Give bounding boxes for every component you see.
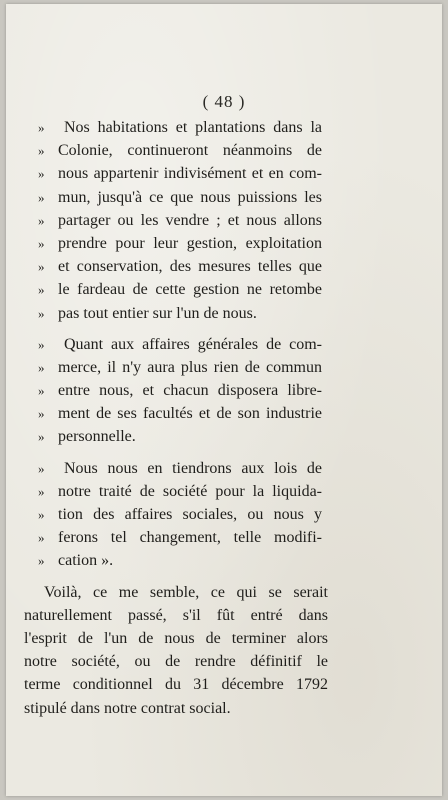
line-text: mun, jusqu'à ce que nous puissions les [58,188,322,206]
text-line [38,209,322,232]
paragraph [38,116,322,325]
line-text: personnelle. [58,428,136,446]
text-line [38,526,322,549]
line-text: pas tout entier sur l'un de nous. [58,304,257,322]
guillemet: » [38,305,45,321]
guillemet: » [38,406,45,422]
paragraph [38,333,322,449]
text-line [38,480,322,503]
paragraph [38,457,322,573]
text-line [24,581,328,604]
book-page [6,4,442,796]
line-text: notre traité de société pour la liquida- [58,482,322,500]
line-text: ment de ses facultés et de son industrie [58,405,322,423]
line-text: ferons tel changement, telle modifi- [58,529,322,547]
line-text: l'esprit de l'un de nous de terminer alors [24,629,328,647]
text-line [38,116,322,139]
line-text: Nous nous en tiendrons aux lois de [64,459,322,477]
text-line [38,425,322,448]
text-line [24,604,328,627]
guillemet: » [38,359,45,375]
line-text: partager ou les vendre ; et nous allons [58,211,322,229]
text-line [38,162,322,185]
line-text: Nos habitations et plantations dans la [64,119,322,136]
guillemet: » [38,166,45,182]
text-line [38,549,322,572]
guillemet: » [38,336,45,352]
text-line [38,232,322,255]
line-text: Voilà, ce me semble, ce qui se serait [44,583,328,601]
line-text: et conservation, des mesures telles que [58,258,322,276]
line-text: naturellement passé, s'il fût entré dans [24,606,328,624]
text-line [38,255,322,278]
text-line [38,333,322,356]
body-text [24,116,328,728]
line-text: notre société, ou de rendre définitif le [24,653,328,671]
text-line [38,379,322,402]
paragraph [24,581,328,720]
text-line [38,457,322,480]
line-text: le fardeau de cette gestion ne retombe [58,281,322,299]
guillemet: » [38,429,45,445]
guillemet: » [38,259,45,275]
guillemet: » [38,507,45,522]
text-line [38,402,322,425]
guillemet: » [38,530,45,546]
guillemet: » [38,282,45,298]
text-line [38,278,322,301]
guillemet: » [38,483,45,499]
guillemet: » [38,143,45,159]
text-line [38,503,322,526]
line-text: prendre pour leur gestion, exploitation [58,234,322,252]
line-text: nous appartenir indivisément et en com- [58,165,322,183]
guillemet: » [38,189,45,205]
page-number: ( 48 ) [202,92,246,111]
line-text: terme conditionnel du 31 décembre 1792 [24,676,328,694]
text-line [38,186,322,209]
line-text: merce, il n'y aura plus rien de commun [58,358,322,376]
guillemet: » [38,553,45,569]
guillemet: » [38,460,45,476]
line-text: entre nous, et chacun disposera libre- [58,382,322,400]
text-line [38,302,322,325]
text-line [38,139,322,162]
line-text: Quant aux affaires générales de com- [64,335,322,353]
guillemet: » [38,383,45,399]
text-line [24,627,328,650]
guillemet: » [38,235,45,251]
text-line [24,650,328,673]
guillemet: » [38,120,45,135]
line-text: tion des affaires sociales, ou nous y [58,506,322,523]
text-line [24,697,328,720]
line-text: stipulé dans notre contrat social. [24,699,231,717]
line-text: Colonie, continueront néanmoins de [58,142,322,160]
guillemet: » [38,212,45,228]
text-line [38,356,322,379]
line-text: cation ». [58,552,114,570]
text-line [24,673,328,696]
